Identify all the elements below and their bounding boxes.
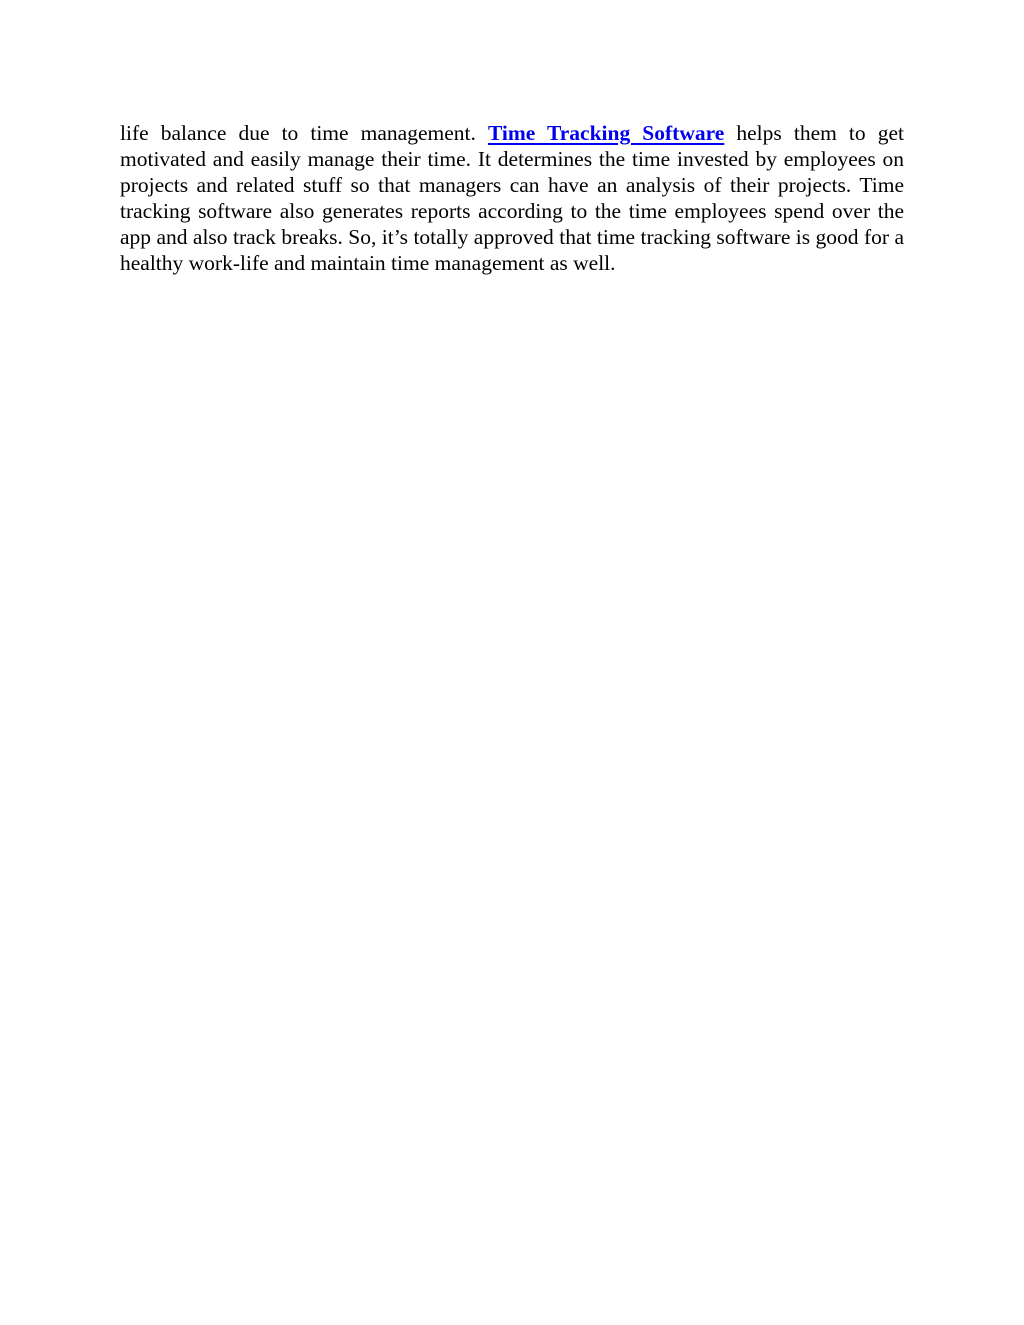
paragraph-text-before-link: life balance due to time management.	[120, 121, 488, 145]
time-tracking-software-link[interactable]: Time Tracking Software	[487, 121, 725, 145]
body-paragraph	[120, 120, 904, 276]
paragraph-text-after-link: helps them to get motivated and easily manage their time. It determines the time invested by employees on projects and related stuff so that managers can have an analysis of their projects. Time tracking software also generates reports according to the time employees spend over the app and also track breaks. So, it’s totally approved that time tracking software is good for a healthy work-life and maintain time management as well.	[120, 121, 904, 275]
